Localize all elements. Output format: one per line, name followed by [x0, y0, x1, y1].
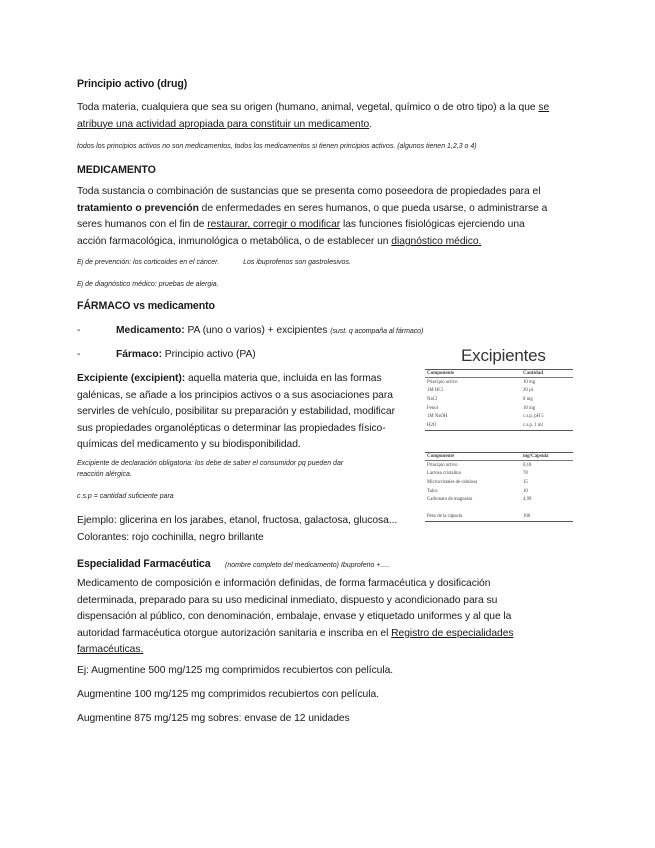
text: Toda sustancia o combinación de sustancias que se presenta como poseedora de propiedades para el: [77, 186, 541, 197]
table-row: [425, 421, 573, 430]
bold-text: Medicamento:: [116, 325, 185, 336]
table-cell: NaCl: [427, 396, 438, 402]
table-row: [425, 461, 573, 470]
table-cell: Principio activo: [427, 462, 458, 468]
table-row: [425, 387, 573, 396]
excipiente-examples: [77, 513, 397, 546]
text: Ejemplo: glicerina en los jarabes, etanol, fructosa, galactosa, glucosa...: [77, 515, 398, 526]
text: PA (uno o varios) + excipientes: [184, 325, 331, 336]
table-cell: 8 mg: [523, 396, 533, 402]
example-augmentine-500: Ej: Augmentine 500 mg/125 mg comprimidos recubiertos con película.: [77, 665, 394, 676]
text: autoridad farmacéutica otorgue autorización sanitaria e inscriba en el: [77, 627, 392, 639]
table-row: [425, 412, 573, 421]
text: Toda materia, cualquiera que sea su origen (humano, animal, vegetal, químico o de otro tipo) a la que: [77, 102, 539, 113]
table-row: [425, 495, 573, 504]
text: Colorantes: rojo cochinilla, negro brillante: [77, 531, 264, 543]
list-item-farmaco-text: [116, 347, 256, 364]
text: dispensación al público, con denominación, embalaje, envase y etiquetado uniformes y al que la: [77, 611, 512, 623]
excipientes-figure: [425, 346, 575, 542]
figure-title: Excipientes: [461, 346, 546, 365]
example-augmentine-875: Augmentine 875 mg/125 mg sobres: envase de 12 unidades: [77, 713, 350, 724]
table-header: [425, 453, 573, 461]
column-header: mg/Cápsula: [523, 454, 549, 459]
table-cell: Microcristales de celulosa: [427, 479, 478, 485]
note-csp: c.s.p = cantidad suficiente para: [77, 493, 174, 500]
list-item-medicamento-text: [116, 323, 423, 341]
table-row: [425, 504, 573, 513]
text: .: [369, 118, 373, 130]
underlined-text: se: [538, 102, 550, 113]
underlined-text: farmacéuticas.: [77, 644, 144, 656]
text: galénicas, se añade a los principios activos o a sus asociaciones para: [77, 389, 393, 401]
table-cell: Principio activo: [427, 379, 458, 385]
table-cell: 1M HCl: [427, 388, 443, 394]
underlined-text: diagnóstico médico.: [391, 235, 482, 247]
table-cell: 100: [523, 514, 531, 520]
text: Principio activo (PA): [161, 349, 256, 360]
excipiente-definition: [77, 371, 422, 454]
column-header: Cantidad: [523, 371, 544, 376]
underlined-text: Registro de especialidades: [391, 627, 514, 639]
table-cell: Peso de la cápsula: [427, 514, 463, 520]
text: sus propiedades organolépticas o determinar las propiedades físico-: [77, 422, 386, 434]
table-header: [425, 370, 573, 378]
medicamento-definition: [77, 184, 617, 250]
table-cell: Fenol: [427, 405, 438, 411]
example-augmentine-100: Augmentine 100 mg/125 mg comprimidos recubiertos con película.: [77, 689, 379, 700]
text: acción farmacológica, inmunológica o metabólica, o de establecer un: [77, 235, 392, 247]
principio-activo-definition: [77, 100, 597, 133]
excipientes-table-1: [425, 369, 573, 431]
table-cell: Talco: [427, 488, 438, 494]
bold-text: Fármaco:: [116, 349, 162, 360]
table-cell: 78: [523, 471, 528, 477]
text: las funciones fisiológicas ejerciendo una: [340, 219, 525, 231]
underlined-text: atribuye una actividad apropiada para constituir un medicamento: [77, 118, 370, 130]
text: seres humanos con el fin de: [77, 219, 208, 231]
note-principios-activos: todos los principios activos no son medicamentos, todos los medicamentos si tienen principios activos. (algunos tienen 1,2,3 o 4): [77, 143, 477, 150]
note-diagnostico: Ej de diagnóstico médico: pruebas de alergia.: [77, 281, 219, 288]
table-cell: 10 mg: [523, 379, 536, 385]
column-header: Componente: [427, 371, 455, 376]
note-text: (sust. q acompaña al fármaco): [330, 328, 424, 335]
bold-text: tratamiento o prevención: [77, 202, 199, 214]
text: servirles de vehículo, posibilitar su preparación y estabilidad, modificar: [77, 406, 395, 418]
heading-note: (nombre completo del medicamento) Ibuprofeno +.....: [224, 562, 391, 569]
note-prevencion: [77, 257, 351, 268]
table-body: [425, 461, 573, 521]
table-cell: 4,99: [523, 497, 532, 503]
table-row: [425, 378, 573, 387]
table-row: [425, 470, 573, 479]
heading-medicamento: MEDICAMENTO: [77, 164, 156, 176]
note-excipiente-declaracion: [77, 458, 343, 480]
table-cell: 0,18: [523, 462, 532, 468]
table-cell: H2O: [427, 422, 437, 428]
list-item-medicamento: [77, 323, 80, 340]
list-item-farmaco: [77, 347, 80, 364]
table-cell: c.s.p. pH 5: [523, 414, 544, 420]
table-body: [425, 378, 573, 430]
table-cell: Carbonato de magnesio: [427, 497, 473, 503]
text: químicas del medicamento y su biodisponibilidad.: [77, 439, 301, 451]
text: Ej de prevención: los corticoides en el cáncer.: [77, 259, 220, 266]
table-row: [425, 404, 573, 413]
especialidad-heading-line: [77, 554, 390, 572]
text: Los ibuprofenos son gastrolesivos.: [243, 259, 351, 266]
heading-farmaco-vs-medicamento: FÁRMACO vs medicamento: [77, 300, 215, 312]
table-row: [425, 487, 573, 496]
table-cell: 10: [523, 488, 528, 494]
table-cell: c.s.p. 1 ml: [523, 422, 543, 428]
text: reacción alérgica.: [77, 471, 132, 478]
text: aquella materia que, incluida en las formas: [185, 373, 382, 384]
heading-especialidad-farmaceutica: Especialidad Farmacéutica: [77, 558, 211, 570]
especialidad-definition: [77, 576, 622, 659]
bullet: -: [77, 349, 81, 360]
table-cell: 1M NaOH: [427, 414, 448, 420]
excipientes-table-2: [425, 452, 573, 522]
bullet: -: [77, 325, 81, 336]
underlined-text: restaurar, corregir o modificar: [207, 219, 341, 231]
table-row: [425, 395, 573, 404]
text: Excipiente de declaración obligatoria: los debe de saber el consumidor pq pueden dar: [77, 460, 344, 467]
table-row: [425, 513, 573, 522]
text: de enfermedades en seres humanos, o que pueda usarse, o administrarse a: [198, 202, 548, 214]
table-cell: 15: [523, 479, 528, 485]
table-cell: 10 mg: [523, 405, 536, 411]
text: determinada, preparado para su uso medicinal inmediato, dispuesto y acondicionado para su: [77, 594, 498, 606]
table-row: [425, 478, 573, 487]
heading-principio-activo: Principio activo (drug): [77, 78, 188, 90]
table-cell: 20 µl: [523, 388, 534, 394]
column-header: Componente: [427, 454, 455, 459]
bold-text: Excipiente (excipient):: [77, 373, 186, 384]
text: Medicamento de composición e información definidas, de forma farmacéutica y dosificación: [77, 578, 491, 589]
table-cell: Lactosa cristalina: [427, 471, 461, 477]
